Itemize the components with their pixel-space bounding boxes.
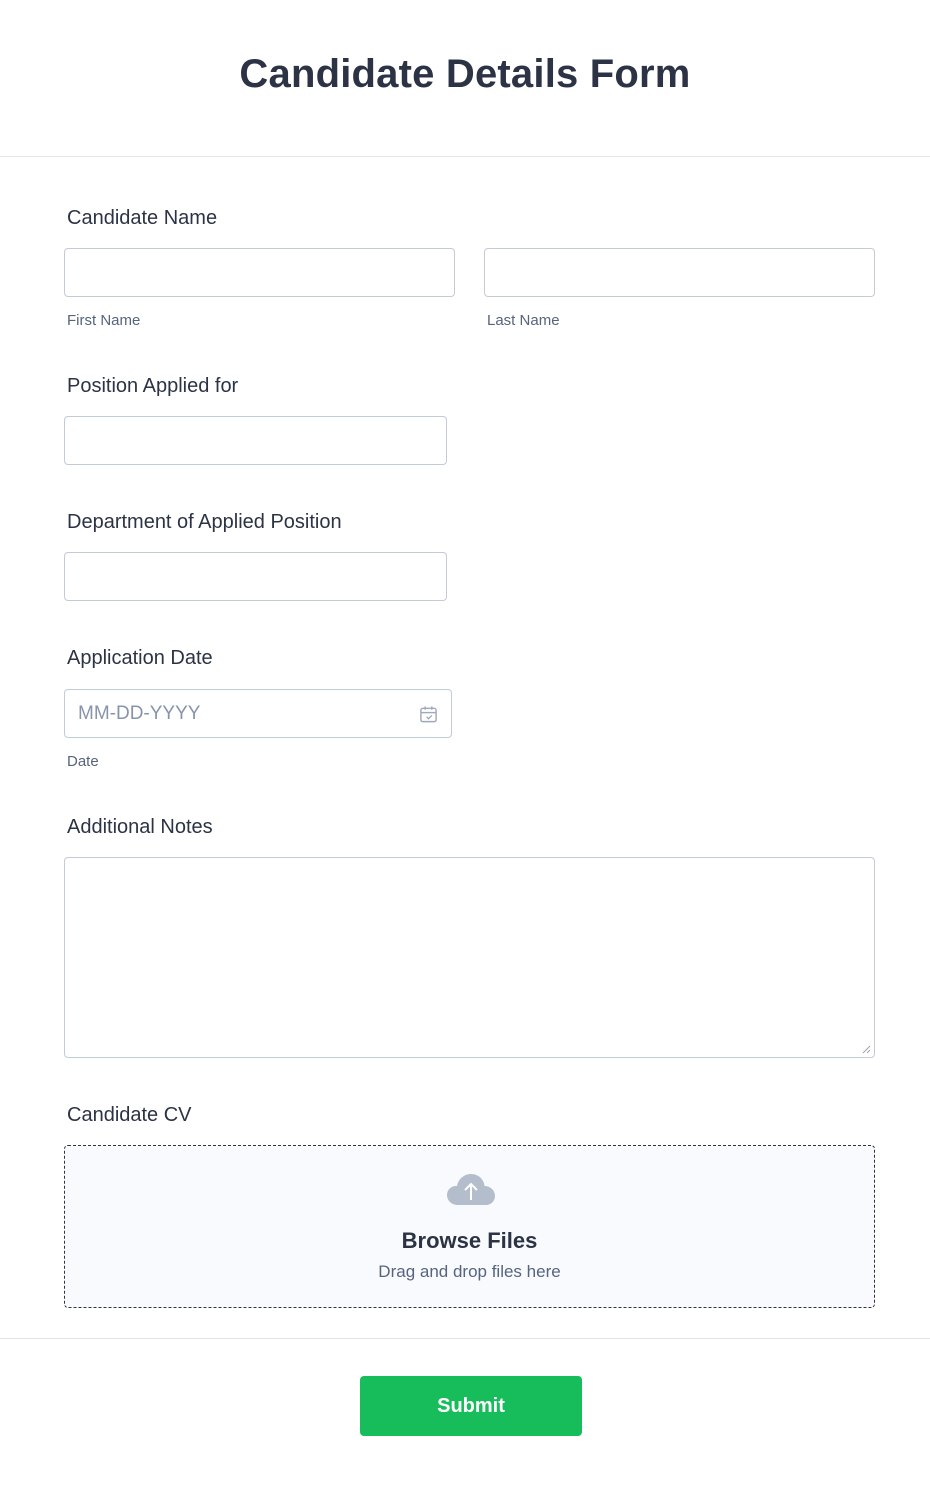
last-name-sublabel: Last Name	[487, 312, 560, 329]
date-sublabel: Date	[67, 753, 99, 770]
form-header	[0, 0, 930, 157]
application-date-label: Application Date	[67, 647, 213, 669]
file-upload-dropzone[interactable]	[64, 1145, 875, 1308]
page-title: Candidate Details Form	[239, 52, 691, 96]
resize-handle-icon[interactable]	[861, 1044, 871, 1054]
date-placeholder: MM-DD-YYYY	[78, 703, 201, 724]
department-label: Department of Applied Position	[67, 511, 342, 533]
position-input[interactable]	[64, 416, 447, 465]
cloud-upload-icon	[446, 1172, 496, 1208]
first-name-sublabel: First Name	[67, 312, 141, 329]
first-name-input[interactable]	[64, 248, 455, 297]
additional-notes-textarea[interactable]	[64, 857, 875, 1058]
candidate-name-label: Candidate Name	[67, 207, 218, 229]
browse-files-button[interactable]: Browse Files	[401, 1228, 538, 1253]
position-label: Position Applied for	[67, 375, 239, 397]
date-input[interactable]	[64, 689, 452, 738]
additional-notes-label: Additional Notes	[67, 816, 213, 838]
candidate-cv-label: Candidate CV	[67, 1104, 192, 1126]
drag-drop-hint: Drag and drop files here	[378, 1262, 561, 1281]
submit-button[interactable]: Submit	[360, 1376, 582, 1436]
last-name-input[interactable]	[484, 248, 875, 297]
department-input[interactable]	[64, 552, 447, 601]
footer-divider	[0, 1338, 930, 1339]
calendar-icon[interactable]	[419, 705, 438, 724]
